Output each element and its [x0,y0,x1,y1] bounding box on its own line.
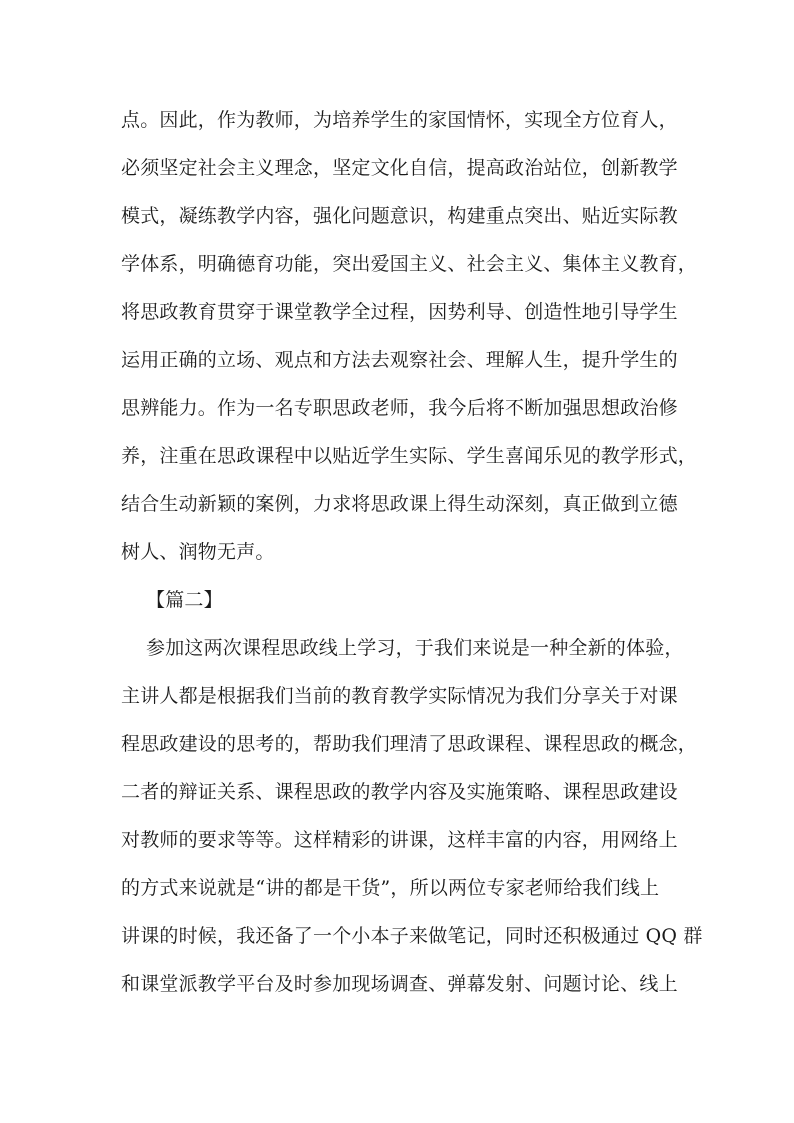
text-line: 运用正确的立场、观点和方法去观察社会、理解人生，提升学生的 [121,349,678,371]
text-line: 思辨能力。作为一名专职思政老师，我今后将不断加强思想政治修 [121,397,678,419]
text-line: 对教师的要求等等。这样精彩的讲课，这样丰富的内容，用网络上 [121,829,678,851]
text-line: 和课堂派教学平台及时参加现场调查、弹幕发射、问题讨论、线上 [121,973,678,995]
text-line: 程思政建设的思考的，帮助我们理清了思政课程、课程思政的概念， [121,733,698,755]
text-line: 讲课的时候，我还备了一个小本子来做笔记，同时还积极通过 QQ 群 [121,925,703,947]
text-line: 的方式来说就是“讲的都是干货”，所以两位专家老师给我们线上 [121,877,660,899]
text-line: 二者的辩证关系、课程思政的教学内容及实施策略、课程思政建设 [121,781,678,803]
section-heading: 【篇二】 [146,589,223,611]
text-line: 将思政教育贯穿于课堂教学全过程，因势利导、创造性地引导学生 [121,301,678,323]
text-line: 主讲人都是根据我们当前的教育教学实际情况为我们分享关于对课 [121,685,678,707]
text-line: 必须坚定社会主义理念，坚定文化自信，提高政治站位，创新教学 [121,157,678,179]
paragraph-first-line: 参加这两次课程思政线上学习，于我们来说是一种全新的体验， [146,637,684,659]
text-line: 结合生动新颖的案例，力求将思政课上得生动深刻，真正做到立德 [121,493,678,515]
text-line: 学体系，明确德育功能，突出爱国主义、社会主义、集体主义教育， [121,253,698,275]
text-line: 树人、润物无声。 [121,541,275,563]
text-line: 模式，凝练教学内容，强化问题意识，构建重点突出、贴近实际教 [121,205,678,227]
text-line: 点。因此，作为教师，为培养学生的家国情怀，实现全方位育人， [121,109,678,131]
text-line: 养，注重在思政课程中以贴近学生实际、学生喜闻乐见的教学形式， [121,445,698,467]
